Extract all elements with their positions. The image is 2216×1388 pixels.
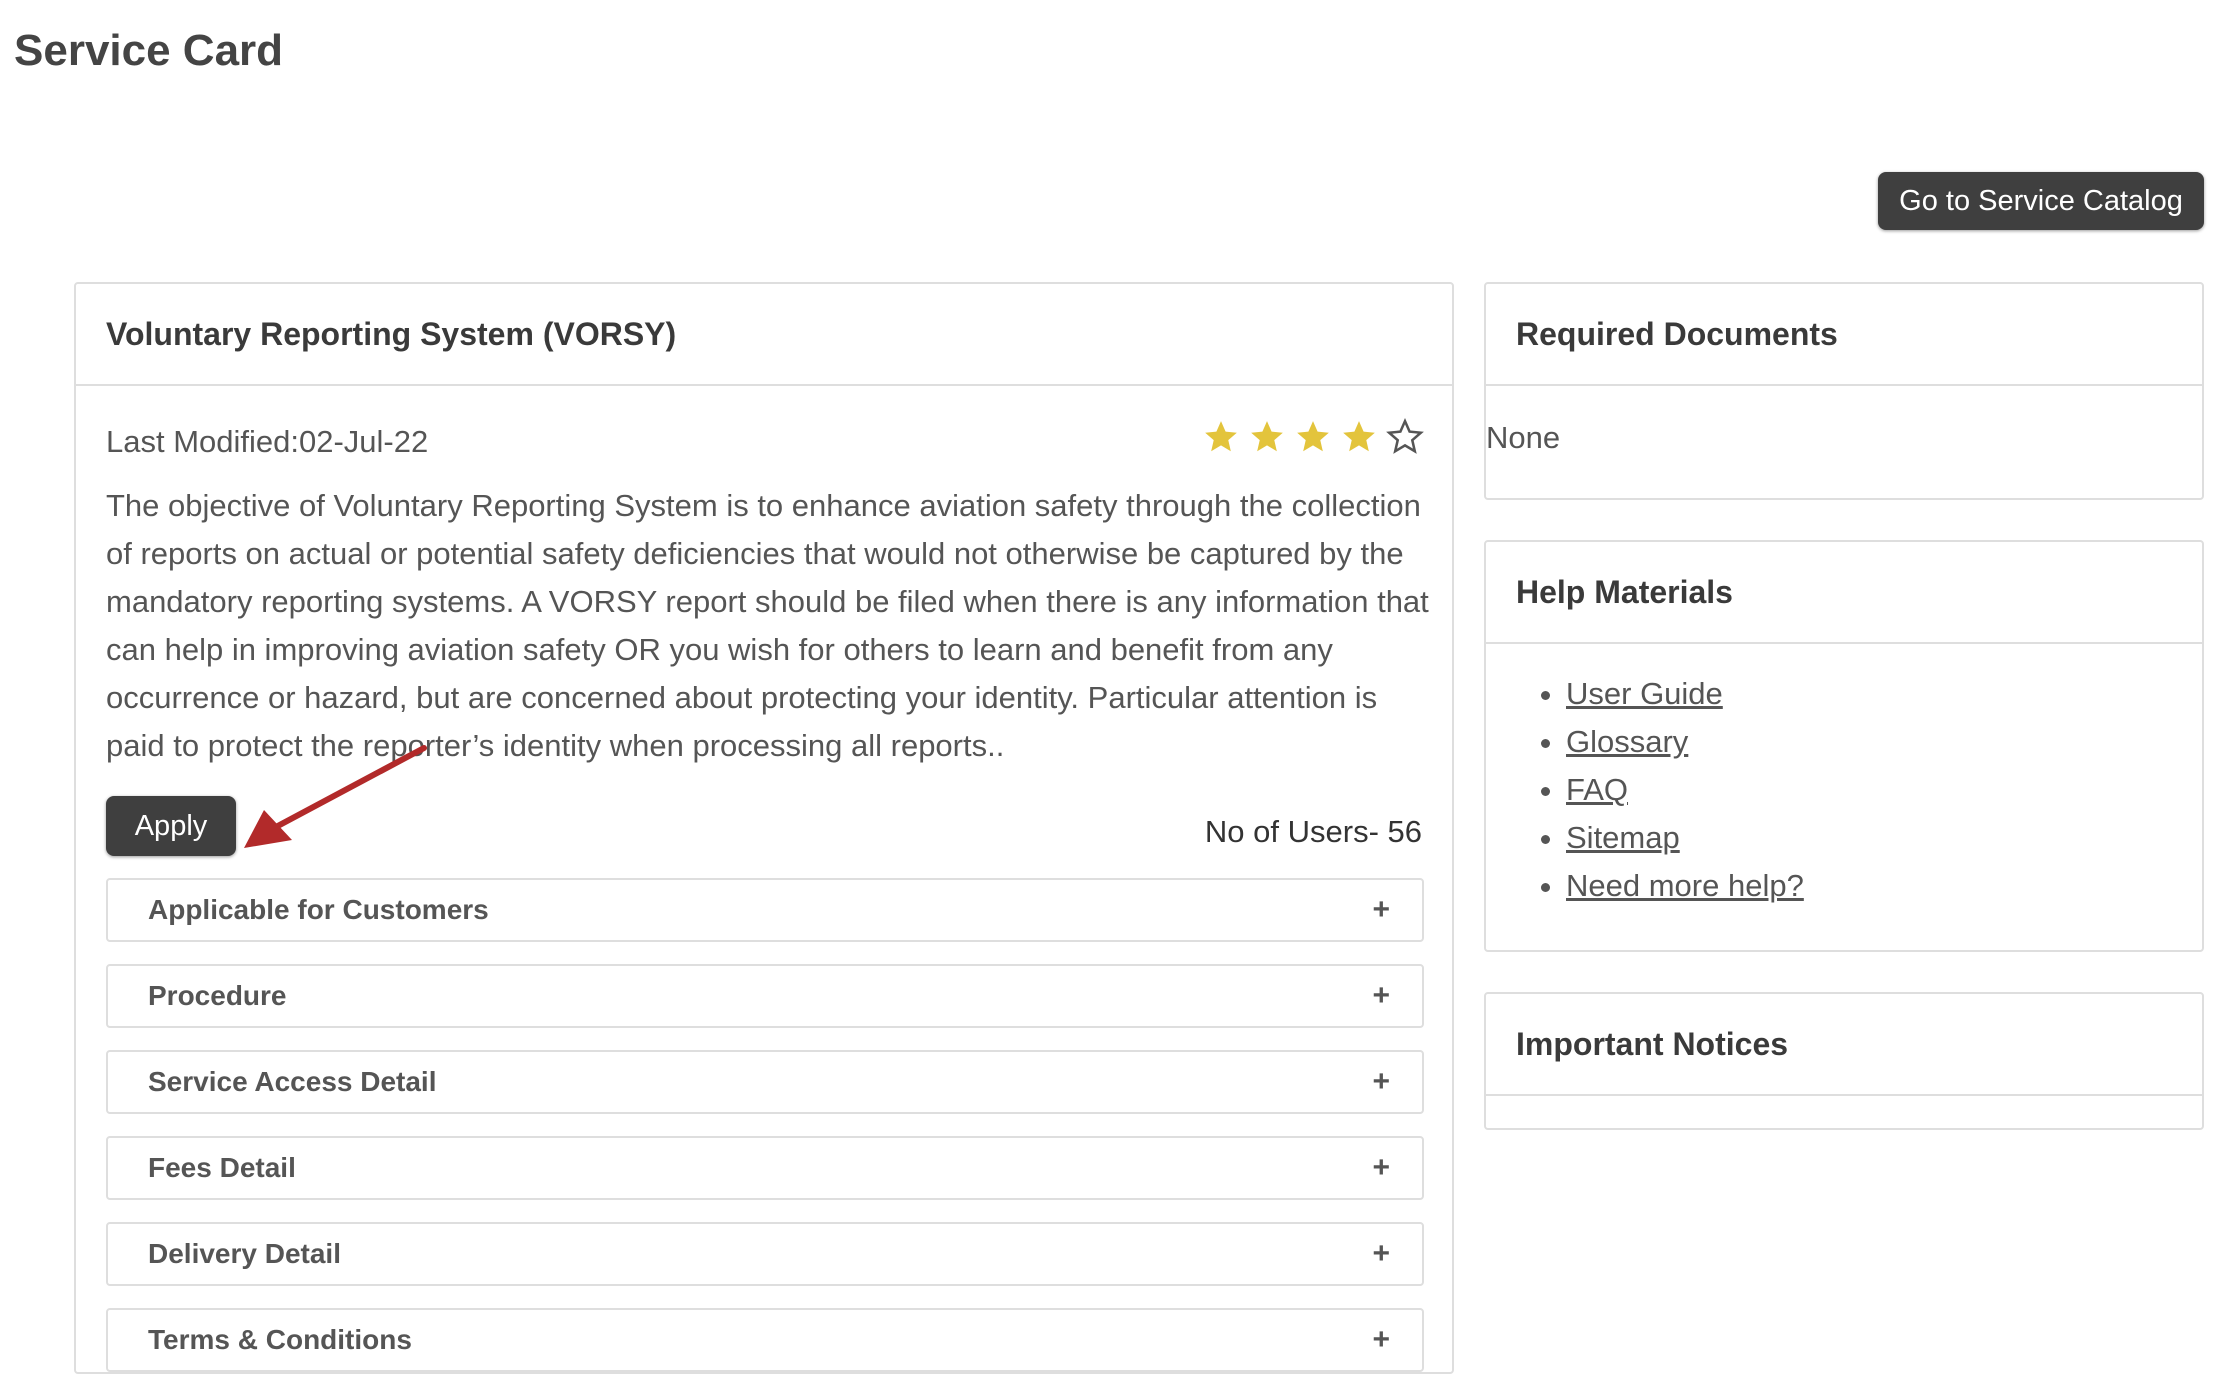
plus-icon[interactable]: +	[1372, 1065, 1390, 1098]
glossary-link[interactable]: Glossary	[1566, 724, 1689, 759]
plus-icon[interactable]: +	[1372, 1151, 1390, 1184]
important-notices-title: Important Notices	[1516, 1025, 1789, 1062]
star-filled-icon[interactable]	[1248, 418, 1286, 456]
section-applicable-for-customers[interactable]	[106, 878, 1424, 942]
star-filled-icon[interactable]	[1294, 418, 1332, 456]
user-guide-link[interactable]: User Guide	[1566, 676, 1723, 711]
section-terms-conditions[interactable]	[106, 1308, 1424, 1372]
section-procedure[interactable]	[106, 964, 1424, 1028]
help-links-list	[1534, 670, 1804, 910]
star-filled-icon[interactable]	[1340, 418, 1378, 456]
plus-icon[interactable]: +	[1372, 979, 1390, 1012]
service-panel-header	[76, 284, 1452, 386]
users-count: No of Users- 56	[1204, 814, 1422, 849]
help-materials-title: Help Materials	[1516, 573, 1733, 610]
important-notices-header	[1486, 994, 2202, 1096]
list-item	[1566, 766, 1804, 814]
section-label: Procedure	[148, 980, 287, 1011]
annotation-arrow-icon	[234, 744, 434, 854]
required-documents-panel	[1484, 282, 2204, 500]
plus-icon[interactable]: +	[1372, 1237, 1390, 1270]
faq-link[interactable]: FAQ	[1566, 772, 1629, 807]
section-label: Applicable for Customers	[148, 894, 489, 925]
list-item	[1566, 718, 1804, 766]
section-delivery-detail[interactable]	[106, 1222, 1424, 1286]
section-label: Delivery Detail	[148, 1238, 341, 1269]
section-label: Terms & Conditions	[148, 1324, 412, 1355]
apply-button[interactable]: Apply	[106, 796, 236, 856]
list-item	[1566, 670, 1804, 718]
required-documents-value: None	[1486, 420, 1561, 455]
important-notices-panel	[1484, 992, 2204, 1130]
section-label: Fees Detail	[148, 1152, 296, 1183]
service-name: Voluntary Reporting System (VORSY)	[106, 315, 677, 352]
service-panel	[74, 282, 1454, 1374]
service-description: The objective of Voluntary Reporting System is to enhance aviation safety through the collection of reports on actual or potential safety deficiencies that would not otherwise be captured by the mandatory reporting systems. A VORSY report should be filed when there is any information that can help in improving aviation safety OR you wish for others to learn and benefit from any occurrence or hazard, but are concerned about protecting your identity. Particular attention is paid to protect the reporter’s identity when processing all reports..	[106, 488, 1429, 763]
star-empty-icon[interactable]	[1386, 418, 1424, 456]
list-item	[1566, 862, 1804, 910]
go-to-service-catalog-button[interactable]: Go to Service Catalog	[1878, 172, 2204, 230]
help-materials-header	[1486, 542, 2202, 644]
plus-icon[interactable]: +	[1372, 1323, 1390, 1356]
required-documents-title: Required Documents	[1516, 315, 1838, 352]
section-service-access-detail[interactable]	[106, 1050, 1424, 1114]
list-item	[1566, 814, 1804, 862]
rating-stars[interactable]	[1202, 418, 1424, 456]
section-label: Service Access Detail	[148, 1066, 437, 1097]
required-documents-header	[1486, 284, 2202, 386]
sitemap-link[interactable]: Sitemap	[1566, 820, 1680, 855]
plus-icon[interactable]: +	[1372, 893, 1390, 926]
last-modified: Last Modified:02-Jul-22	[106, 424, 429, 459]
help-materials-panel	[1484, 540, 2204, 952]
section-fees-detail[interactable]	[106, 1136, 1424, 1200]
page-title: Service Card	[14, 26, 284, 75]
star-filled-icon[interactable]	[1202, 418, 1240, 456]
need-more-help-link[interactable]: Need more help?	[1566, 868, 1804, 903]
